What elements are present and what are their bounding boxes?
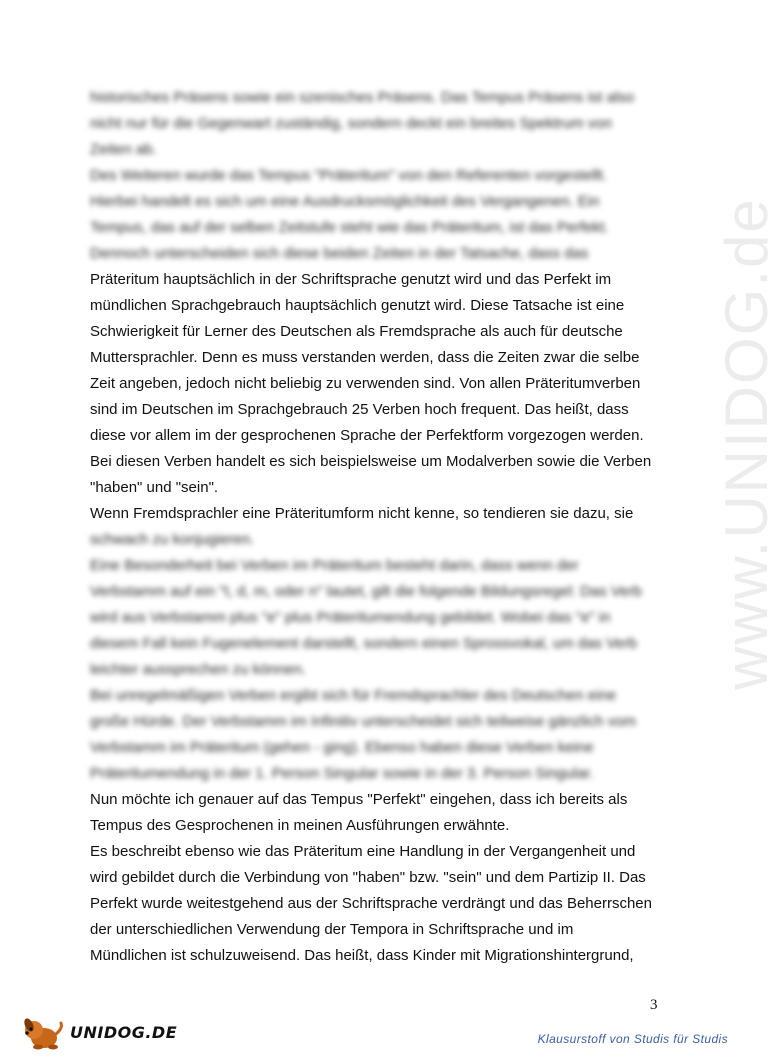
text-line: Zeit angeben, jedoch nicht beliebig zu verwenden sind. Von allen Präteritumverben — [90, 375, 641, 392]
text-line: Es beschreibt ebenso wie das Präteritum eine Handlung in der Vergangenheit und — [90, 843, 636, 860]
text-line: mündlichen Sprachgebrauch hauptsächlich genutzt wird. Diese Tatsache ist eine — [90, 297, 625, 314]
text-line: sind im Deutschen im Sprachgebrauch 25 Verben hoch frequent. Das heißt, dass — [90, 401, 629, 418]
blurred-text-line: Verbstamm auf ein "t, d, m, oder n" lautet, gilt die folgende Bildungsregel: Das Verb — [90, 583, 642, 600]
text-line: Muttersprachler. Denn es muss verstanden werden, dass die Zeiten zwar die selbe — [90, 349, 640, 366]
text-line: Perfekt wurde weitestgehend aus der Schriftsprache verdrängt und das Beherrschen — [90, 895, 652, 912]
blurred-text-line: schwach zu konjugieren. — [90, 531, 255, 548]
text-line: Nun möchte ich genauer auf das Tempus "Perfekt" eingehen, dass ich bereits als — [90, 791, 628, 808]
blurred-text-line: diesem Fall kein Fugenelement darstellt, sondern einen Sprossvokal, um das Verb — [90, 635, 637, 652]
unidog-logo — [20, 1016, 178, 1052]
logo-text: UNIDOG.DE — [70, 1023, 178, 1042]
text-line: Wenn Fremdsprachler eine Präteritumform nicht kenne, so tendieren sie dazu, sie — [90, 505, 634, 522]
watermark: www.UNIDOG.de — [713, 197, 780, 690]
blurred-text-line: historisches Präsens sowie ein szenisches Präsens. Das Tempus Präsens ist also — [90, 89, 635, 106]
page-number: 3 — [650, 997, 658, 1013]
dog-icon — [20, 1016, 66, 1052]
body-text — [90, 85, 670, 969]
blurred-text-line: Verbstamm im Präteritum (gehen - ging). Ebenso haben diese Verben keine — [90, 739, 594, 756]
blurred-text-line: leichter aussprechen zu können. — [90, 661, 306, 678]
blurred-text-line: Bei unregelmäßigen Verben ergibt sich für Fremdsprachler des Deutschen eine — [90, 687, 617, 704]
blurred-text-line: wird aus Verbstamm plus "e" plus Präteritumendung gebildet. Wobei das "e" in — [90, 609, 611, 626]
text-line: Schwierigkeit für Lerner des Deutschen als Fremdsprache als auch für deutsche — [90, 323, 623, 340]
text-line: Tempus des Gesprochenen in meinen Ausführungen erwähnte. — [90, 817, 510, 834]
blurred-text-line: große Hürde. Der Verbstamm im Infinitiv unterscheidet sich teilweise gänzlich vom — [90, 713, 637, 730]
text-line: Präteritum hauptsächlich in der Schriftsprache genutzt wird und das Perfekt im — [90, 271, 612, 288]
blurred-text-line: Eine Besonderheit bei Verben im Präteritum besteht darin, dass wenn der — [90, 557, 579, 574]
blurred-text-line: Präteritumendung in der 1. Person Singular sowie in der 3. Person Singular. — [90, 765, 594, 782]
blurred-text-line: Dennoch unterscheiden sich diese beiden Zeiten in der Tatsache, dass das — [90, 245, 589, 262]
blurred-text-line: Zeiten ab. — [90, 141, 157, 158]
text-line: diese vor allem im der gesprochenen Sprache der Perfektform vorgezogen werden. — [90, 427, 644, 444]
text-line: "haben" und "sein". — [90, 479, 219, 496]
text-line: Mündlichen ist schulzuweisend. Das heißt, dass Kinder mit Migrationshintergrund, — [90, 947, 634, 964]
blurred-text-line: Des Weiteren wurde das Tempus "Präteritum" von den Referenten vorgestellt. — [90, 167, 608, 184]
blurred-text-line: Tempus, das auf der selben Zeitstufe steht wie das Präteritum, ist das Perfekt. — [90, 219, 609, 236]
blurred-text-line: nicht nur für die Gegenwart zuständig, sondern deckt ein breites Spektrum von — [90, 115, 612, 132]
footer-slogan: Klausurstoff von Studis für Studis — [537, 1032, 728, 1046]
blurred-text-line: Hierbei handelt es sich um eine Ausdrucksmöglichkeit des Vergangenen. Ein — [90, 193, 600, 210]
text-line: Bei diesen Verben handelt es sich beispielsweise um Modalverben sowie die Verben — [90, 453, 652, 470]
text-line: der unterschiedlichen Verwendung der Tempora in Schriftsprache und im — [90, 921, 574, 938]
text-line: wird gebildet durch die Verbindung von "haben" bzw. "sein" und dem Partizip II. Das — [90, 869, 646, 886]
